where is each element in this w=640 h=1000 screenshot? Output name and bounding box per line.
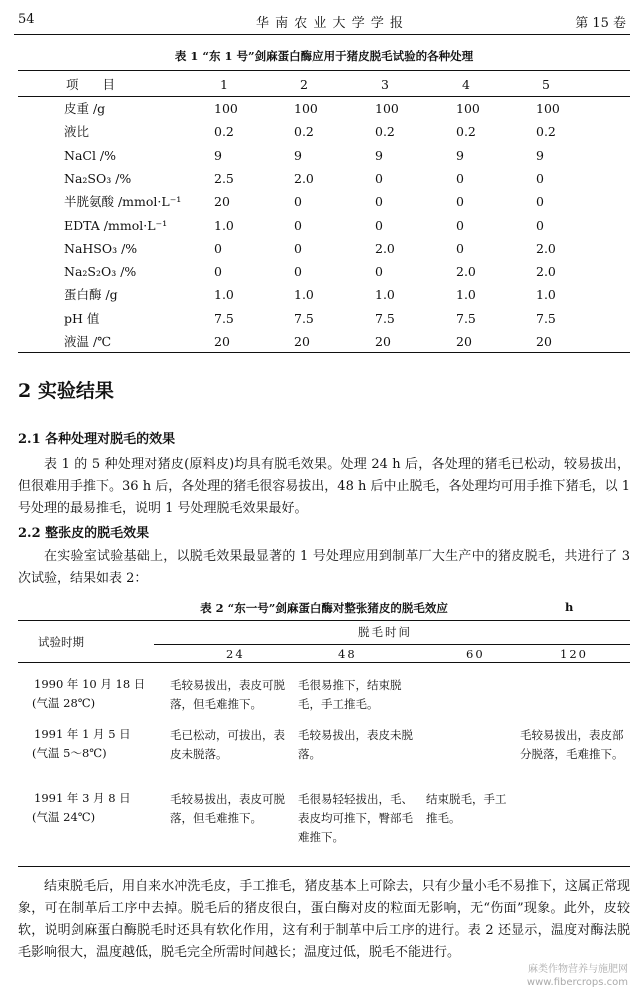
table1-cell: 0	[375, 170, 383, 186]
table1-cell: 0	[214, 240, 222, 256]
table1-row	[18, 215, 630, 237]
table1-header-col-4: 4	[462, 77, 470, 92]
table1-cell: 0.2	[214, 124, 234, 140]
table1-row-label: pH 值	[64, 310, 100, 326]
table1-row	[18, 191, 630, 213]
table1-cell: 0.2	[456, 124, 476, 140]
volume-label: 第 15 卷	[575, 16, 626, 31]
table2-row-date: 1990 年 10 月 18 日	[34, 677, 146, 691]
table1-cell: 1.0	[456, 287, 476, 303]
table1-cell: 7.5	[214, 310, 234, 326]
table2-bottom-rule	[18, 866, 630, 867]
table1-row	[18, 331, 630, 353]
table1-cell: 2.0	[536, 264, 556, 280]
table1-row-label: 半胱氨酸 /mmol·L⁻¹	[64, 194, 182, 210]
table1-cell: 100	[536, 101, 560, 116]
table1-cell: 9	[456, 147, 464, 163]
table2-row-date: 1991 年 1 月 5 日	[34, 727, 131, 741]
table1-row	[18, 261, 630, 283]
table1-row	[18, 145, 630, 167]
table1-cell: 0	[456, 240, 464, 256]
table1-cell: 0	[294, 240, 302, 256]
table2-cell-t24: 毛较易拔出，表皮可脱落，但毛难推下。	[170, 792, 285, 825]
table2-cell-t24: 毛已松动，可拔出，表皮未脱落。	[170, 728, 285, 761]
table1-top-rule	[18, 70, 630, 71]
table1-cell: 9	[536, 147, 544, 163]
watermark-line1: 麻类作物营养与施肥网	[528, 964, 628, 975]
table1-cell: 1.0	[214, 287, 234, 303]
table2-time-header: 脱毛时间	[358, 625, 412, 639]
table1-cell: 0.2	[536, 124, 556, 140]
table1-cell: 1.0	[294, 287, 314, 303]
table1-cell: 7.5	[375, 310, 395, 326]
table1-header-item: 项 目	[66, 77, 125, 92]
subsection-2-1-title: 2.1 各种处理对脱毛的效果	[18, 432, 176, 447]
section-title: 2 实验结果	[18, 380, 114, 402]
table2-period-header: 试验时期	[38, 635, 84, 649]
table1-row	[18, 121, 630, 143]
table1-cell: 0.2	[375, 124, 395, 140]
table2-cell-t48: 毛很易推下，结束脱毛，手工推毛。	[298, 678, 402, 711]
table1-header-col-2: 2	[300, 77, 308, 92]
table1-cell: 9	[294, 147, 302, 163]
table1-cell: 0.2	[294, 124, 314, 140]
table1-cell: 20	[294, 334, 310, 349]
table2-time-col-60: 60	[466, 647, 485, 661]
table2-unit: h	[565, 600, 574, 614]
table1-cell: 1.0	[375, 287, 395, 303]
table1-cell: 0	[375, 217, 383, 233]
table1-caption: 表 1 “东 1 号”剑麻蛋白酶应用于猪皮脱毛试验的各种处理	[174, 49, 474, 63]
subsection-2-2-paragraph: 在实验室试验基础上，以脱毛效果最显著的 1 号处理应用到制革厂大生产中的猪皮脱毛，共进行了 3 次试验，结果如表 2：	[18, 549, 630, 586]
table1-cell: 0	[456, 170, 464, 186]
table2-time-col-24: 24	[226, 647, 245, 661]
subsection-2-2-title: 2.2 整张皮的脱毛效果	[18, 526, 150, 541]
subsection-2-1-paragraph: 表 1 的 5 种处理对猪皮(原料皮)均具有脱毛效果。处理 24 h 后，各处理的猪毛已松动，较易拔出，但很难用手推下。36 h 后，各处理的猪毛很容易拔出，48 h 后中止脱毛，各处理均可用手推下猪毛，以 1 号处理的最易推毛，说明 1 号处理脱毛效果最好。	[18, 457, 630, 516]
table2-cell-t120: 毛较易拔出，表皮部分脱落，毛难推下。	[520, 728, 624, 761]
table1-row-label: 蛋白酶 /g	[64, 287, 118, 303]
table1-row	[18, 98, 630, 120]
table1-row	[18, 308, 630, 330]
table1-cell: 2.0	[456, 264, 476, 280]
table2-span-rule	[154, 644, 630, 645]
table1-row-label: EDTA /mmol·L⁻¹	[64, 217, 168, 233]
table1-cell: 1.0	[536, 287, 556, 303]
table2-cell-t60: 结束脱毛，手工推毛。	[426, 792, 507, 825]
page-number: 54	[18, 12, 35, 27]
watermark-line2: www.fibercrops.com	[526, 977, 628, 988]
table1-cell: 2.0	[536, 240, 556, 256]
table1-cell: 20	[214, 194, 230, 210]
table1-cell: 9	[214, 147, 222, 163]
table1-cell: 100	[375, 101, 399, 116]
table1-header-col-3: 3	[381, 77, 389, 92]
table1-cell: 20	[536, 334, 552, 349]
table1-header-rule	[18, 96, 630, 97]
table1-cell: 0	[294, 194, 302, 210]
table1-cell: 0	[214, 264, 222, 280]
table1-row	[18, 238, 630, 260]
table1-cell: 2.5	[214, 170, 234, 186]
journal-title: 华 南 农 业 大 学 学 报	[256, 16, 404, 31]
table2-cell-t48: 毛很易轻轻拔出，毛、表皮均可推下，臀部毛难推下。	[298, 792, 413, 844]
table1-cell: 1.0	[214, 217, 234, 233]
table1-row-label: Na₂SO₃ /%	[64, 170, 132, 186]
table1-cell: 0	[456, 194, 464, 210]
table1-cell: 0	[375, 194, 383, 210]
table1-cell: 2.0	[375, 240, 395, 256]
table1-cell: 100	[294, 101, 318, 116]
table1-row-label: 皮重 /g	[64, 101, 106, 116]
table1-cell: 20	[375, 334, 391, 349]
table1-row-label: Na₂S₂O₃ /%	[64, 264, 137, 280]
table2-time-col-120: 120	[560, 647, 588, 661]
table2-row-temp: (气温 24℃)	[32, 810, 96, 824]
table1-row	[18, 168, 630, 190]
table1-row-label: NaCl /%	[64, 147, 117, 163]
header-rule	[14, 34, 630, 35]
table2-top-rule	[18, 620, 630, 621]
table2-row-temp: (气温 5～8℃)	[32, 746, 107, 760]
table2-row-temp: (气温 28℃)	[32, 696, 96, 710]
table1-cell: 7.5	[536, 310, 556, 326]
table1-cell: 0	[375, 264, 383, 280]
table1-cell: 0	[536, 194, 544, 210]
table1-cell: 0	[456, 217, 464, 233]
table1-cell: 100	[456, 101, 480, 116]
table2-cell-t24: 毛较易拔出，表皮可脱落，但毛难推下。	[170, 678, 285, 711]
watermark	[527, 963, 628, 989]
table2-time-col-48: 48	[338, 647, 357, 661]
table1-cell: 7.5	[456, 310, 476, 326]
table2-cell-t48: 毛较易拔出，表皮未脱落。	[298, 728, 413, 761]
table1-cell: 100	[214, 101, 238, 116]
table1-cell: 0	[294, 217, 302, 233]
table1-cell: 0	[294, 264, 302, 280]
table1-row-label: 液比	[64, 124, 90, 140]
table1-cell: 9	[375, 147, 383, 163]
table2-header-rule	[18, 662, 630, 663]
table1-header-row	[18, 74, 630, 96]
table1-cell: 20	[214, 334, 230, 349]
table2-row-date: 1991 年 3 月 8 日	[34, 791, 131, 805]
table2-caption: 表 2 “东一号”剑麻蛋白酶对整张猪皮的脱毛效应	[200, 601, 448, 615]
table1-cell: 0	[536, 170, 544, 186]
table1-header-col-5: 5	[542, 77, 550, 92]
table1-header-col-1: 1	[220, 77, 228, 92]
table1-cell: 2.0	[294, 170, 314, 186]
table1-row	[18, 284, 630, 306]
table1-cell: 7.5	[294, 310, 314, 326]
table1-bottom-rule	[18, 352, 630, 353]
closing-paragraph: 结束脱毛后，用自来水冲洗毛皮，手工推毛，猪皮基本上可除去，只有少量小毛不易推下，这属正常现象，可在制革后工序中去掉。脱毛后的猪皮很白，蛋白酶对皮的粒面无影响，无“伤面”现象。此外，皮较软，说明剑麻蛋白酶脱毛时还具有软化作用，这有利于制革中后工序的进行。表 2 还显示，温度对酶法脱毛影响很大，温度越低，脱毛完全所需时间越长；温度过低，脱毛不能进行。	[18, 879, 630, 960]
table1-row-label: 液温 /℃	[64, 334, 112, 349]
table1-cell: 0	[536, 217, 544, 233]
table1-cell: 20	[456, 334, 472, 349]
table1-row-label: NaHSO₃ /%	[64, 240, 138, 256]
